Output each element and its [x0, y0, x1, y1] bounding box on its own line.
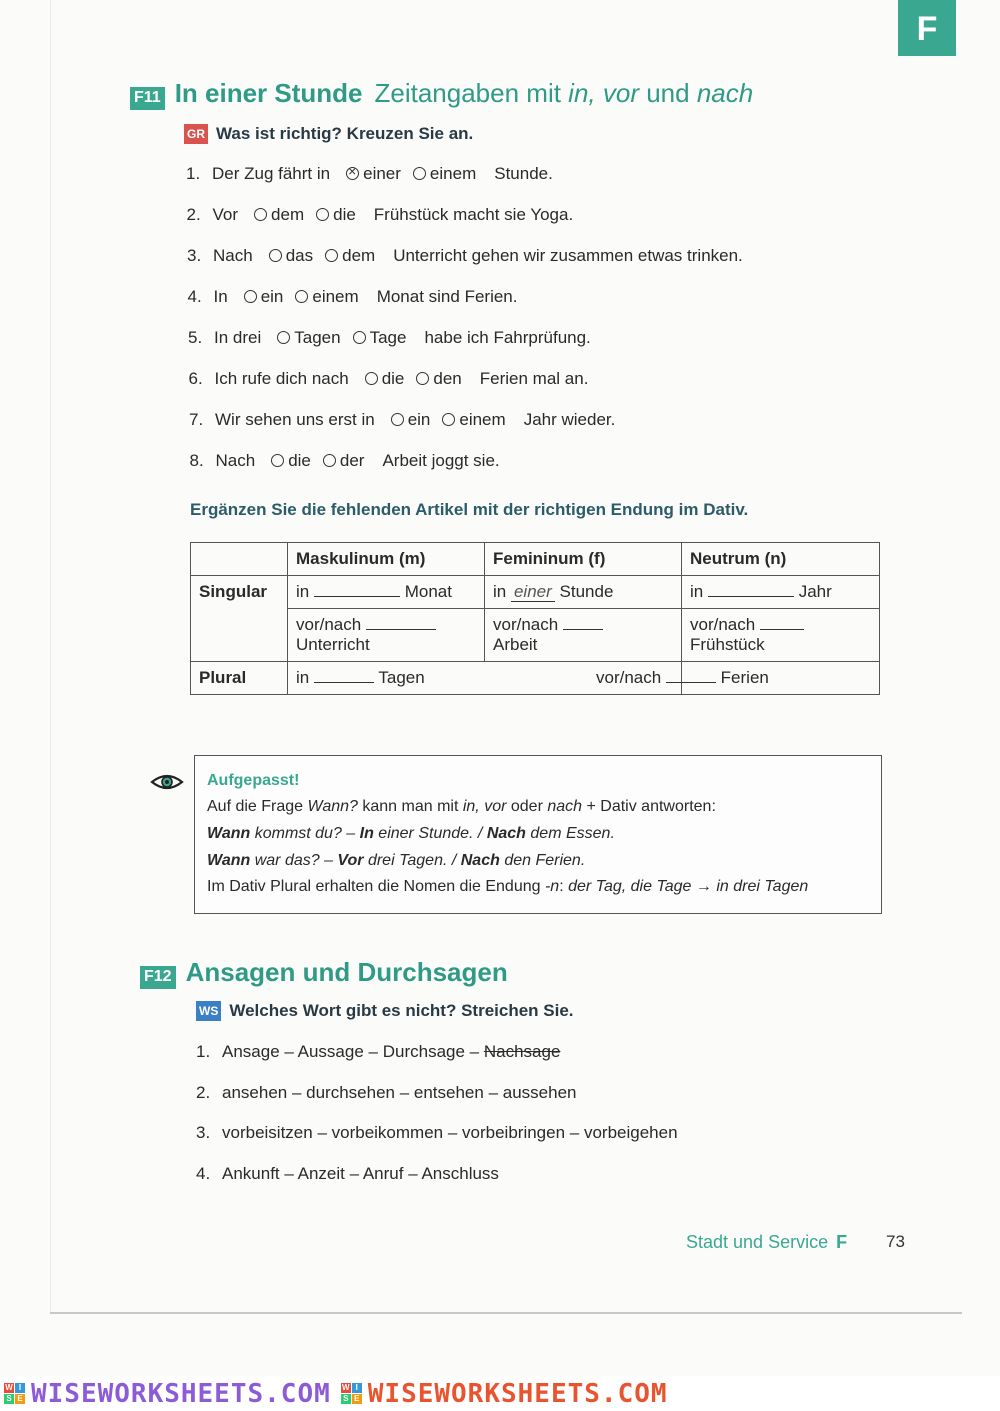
radio-circle-icon[interactable]	[391, 413, 404, 426]
radio-circle-icon[interactable]	[416, 372, 429, 385]
option-2[interactable]: dem	[325, 246, 375, 265]
option-1[interactable]: × einer	[346, 164, 401, 183]
note-line-2: Wann kommst du? – In einer Stunde. / Nach dem Essen.	[207, 825, 615, 842]
row-plural: Plural	[191, 662, 288, 695]
cell-f-vornach: vor/nach Arbeit	[485, 609, 682, 662]
option-1[interactable]: das	[269, 246, 313, 265]
option-2[interactable]: der	[323, 451, 365, 470]
word-option[interactable]: Anzeit	[297, 1164, 345, 1183]
option-2[interactable]: einem	[413, 164, 476, 183]
word-item: 4. Ankunft – Anzeit – Anruf – Anschluss	[196, 1164, 499, 1183]
option-1[interactable]: ein	[391, 410, 431, 429]
word-option[interactable]: vorbeigehen	[583, 1123, 678, 1142]
note-line-3: Wann war das? – Vor drei Tagen. / Nach den Ferien.	[207, 852, 586, 869]
note-line-1: Auf die Frage Wann? kann man mit in, vor oder nach + Dativ antworten:	[207, 798, 716, 815]
cell-f-in: in einer Stunde	[485, 576, 682, 609]
option-2[interactable]: die	[316, 205, 356, 224]
eye-icon	[150, 772, 184, 792]
header-femininum: Femininum (f)	[485, 543, 682, 576]
option-2[interactable]: Tage	[353, 328, 407, 347]
cell-m-vornach: vor/nach Unterricht	[288, 609, 485, 662]
f12-heading	[140, 957, 508, 989]
word-option[interactable]: Anschluss	[421, 1164, 499, 1183]
option-2[interactable]: einem	[295, 287, 358, 306]
blank-m-vornach[interactable]	[366, 615, 436, 630]
option-1[interactable]: dem	[254, 205, 304, 224]
header-maskulinum: Maskulinum (m)	[288, 543, 485, 576]
word-option[interactable]: Ankunft	[222, 1164, 280, 1183]
note-header: Aufgepasst!	[207, 772, 300, 789]
chapter-tab: F	[898, 0, 956, 56]
word-option[interactable]: Nachsage	[483, 1042, 561, 1061]
gr-badge: GR	[184, 124, 208, 144]
radio-circle-icon[interactable]	[316, 208, 329, 221]
dativ-table	[190, 542, 880, 695]
watermark-text-1: WISEWORKSHEETS.COM	[31, 1378, 331, 1409]
option-1[interactable]: Tagen	[277, 328, 340, 347]
radio-circle-icon[interactable]	[271, 454, 284, 467]
word-option[interactable]: Aussage	[297, 1042, 364, 1061]
footer-chapter: Stadt und Service F	[686, 1232, 848, 1252]
option-2[interactable]: einem	[442, 410, 505, 429]
radio-circle-icon[interactable]	[254, 208, 267, 221]
page-edge-bottom	[50, 1312, 962, 1314]
word-option[interactable]: entsehen	[413, 1083, 484, 1102]
cell-p-in: in Tagen	[288, 662, 485, 695]
table-corner	[191, 543, 288, 576]
word-option[interactable]: vorbeisitzen	[222, 1123, 313, 1142]
option-1[interactable]: die	[365, 369, 405, 388]
radio-circle-icon[interactable]	[323, 454, 336, 467]
f11-subtitle: Zeitangaben mit in, vor und nach	[374, 78, 754, 108]
blank-p-vornach[interactable]	[666, 668, 716, 683]
f12-title: Ansagen und Durchsagen	[185, 957, 508, 987]
watermark-bar	[0, 1376, 1000, 1411]
answer-f-in[interactable]: einer	[511, 582, 555, 602]
watermark-logo-2: W I S E	[341, 1383, 362, 1404]
word-option[interactable]: vorbeibringen	[462, 1123, 566, 1142]
cell-n-in: in Jahr	[682, 576, 880, 609]
word-option[interactable]: Anruf	[362, 1164, 404, 1183]
cell-p-vornach: vor/nach Ferien	[682, 662, 880, 695]
radio-circle-icon[interactable]	[277, 331, 290, 344]
f12-instruction: WS Welches Wort gibt es nicht? Streichen Sie.	[196, 1001, 574, 1021]
choice-item: 8. Nach die der Arbeit joggt sie.	[189, 451, 500, 470]
word-item: 2. ansehen – durchsehen – entsehen – aussehen	[196, 1083, 577, 1102]
radio-circle-icon[interactable]	[244, 290, 257, 303]
option-1[interactable]: die	[271, 451, 311, 470]
radio-circle-icon[interactable]	[295, 290, 308, 303]
aufgepasst-box	[194, 755, 882, 914]
cell-m-in: in Monat	[288, 576, 485, 609]
radio-circle-icon[interactable]	[442, 413, 455, 426]
row-singular: Singular	[191, 576, 288, 662]
radio-circle-icon[interactable]	[365, 372, 378, 385]
ws-badge: WS	[196, 1001, 221, 1021]
word-item: 3. vorbeisitzen – vorbeikommen – vorbeibringen – vorbeigehen	[196, 1123, 678, 1142]
radio-circle-icon[interactable]	[269, 249, 282, 262]
f11-heading	[130, 78, 753, 110]
word-option[interactable]: Ansage	[222, 1042, 280, 1061]
choice-item: 6. Ich rufe dich nach die den Ferien mal an.	[188, 369, 589, 388]
blank-p-in[interactable]	[314, 668, 374, 683]
radio-circle-icon[interactable]	[346, 167, 359, 180]
note-line-4: Im Dativ Plural erhalten die Nomen die Endung -n: der Tag, die Tage → in drei Tagen	[207, 878, 809, 895]
blank-m-in[interactable]	[314, 582, 400, 597]
blank-n-vornach[interactable]	[760, 615, 804, 630]
choice-item: 4. In ein einem Monat sind Ferien.	[187, 287, 518, 306]
watermark-logo: W I S E	[4, 1383, 25, 1404]
option-1[interactable]: ein	[244, 287, 284, 306]
choice-item: 2. Vor dem die Frühstück macht sie Yoga.	[186, 205, 574, 224]
f11-instruction: GR Was ist richtig? Kreuzen Sie an.	[184, 124, 473, 144]
page-edge-left	[50, 0, 51, 1312]
f11-badge: F11	[130, 87, 165, 110]
radio-circle-icon[interactable]	[325, 249, 338, 262]
choice-item: 1. Der Zug fährt in× einer einem Stunde.	[186, 164, 553, 184]
blank-f-vornach[interactable]	[563, 615, 603, 630]
page-number: 73	[886, 1232, 905, 1251]
table-instruction: Ergänzen Sie die fehlenden Artikel mit der richtigen Endung im Dativ.	[190, 500, 749, 519]
radio-circle-icon[interactable]	[413, 167, 426, 180]
choice-item: 3. Nach das dem Unterricht gehen wir zusammen etwas trinken.	[187, 246, 743, 265]
word-option[interactable]: Durchsage	[382, 1042, 465, 1061]
header-neutrum: Neutrum (n)	[682, 543, 880, 576]
blank-n-in[interactable]	[708, 582, 794, 597]
f11-title: In einer Stunde	[174, 78, 363, 108]
watermark-text-2: WISEWORKSHEETS.COM	[367, 1378, 668, 1409]
word-item: 1. Ansage – Aussage – Durchsage – Nachsage	[196, 1042, 561, 1061]
word-option[interactable]: ansehen	[222, 1083, 288, 1102]
option-2[interactable]: den	[416, 369, 461, 388]
word-option[interactable]: aussehen	[502, 1083, 577, 1102]
word-option[interactable]: durchsehen	[306, 1083, 395, 1102]
choice-item: 5. In drei Tagen Tage habe ich Fahrprüfung.	[188, 328, 591, 347]
radio-circle-icon[interactable]	[353, 331, 366, 344]
cell-n-vornach: vor/nach Frühstück	[682, 609, 880, 662]
f12-badge: F12	[140, 966, 176, 989]
choice-item: 7. Wir sehen uns erst in ein einem Jahr wieder.	[189, 410, 616, 429]
word-option[interactable]: vorbeikommen	[331, 1123, 444, 1142]
